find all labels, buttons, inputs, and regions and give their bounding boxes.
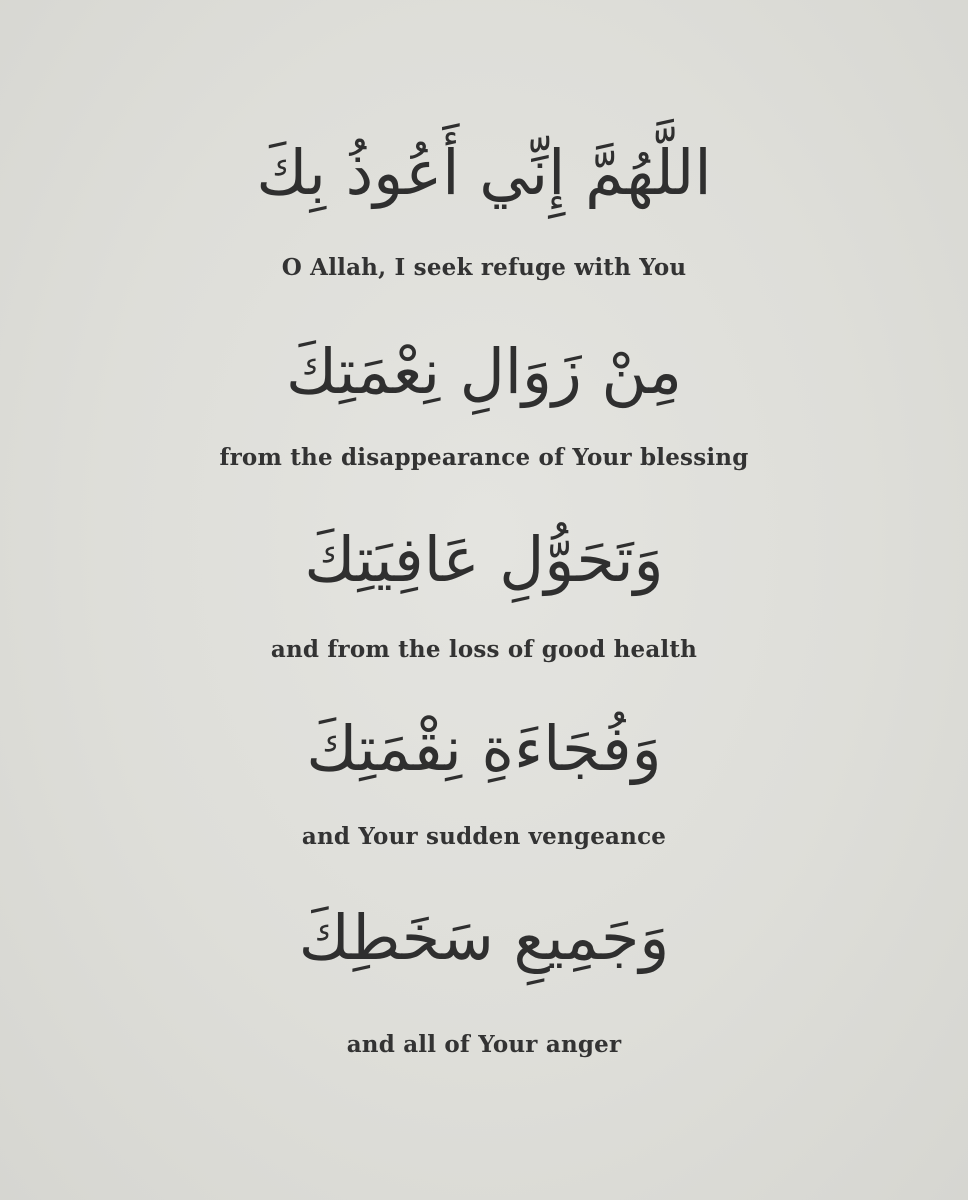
arabic-line-3: وَتَحَوُّلِ عَافِيَتِكَ: [304, 523, 664, 596]
arabic-line-5: وَجَمِيعِ سَخَطِكَ: [298, 901, 670, 974]
arabic-line-2: مِنْ زَوَالِ نِعْمَتِكَ: [286, 335, 682, 408]
arabic-line-4: وَفُجَاءَةِ نِقْمَتِكَ: [306, 712, 662, 785]
translation-line-4: and Your sudden vengeance: [301, 823, 667, 850]
translation-line-5: and all of Your anger: [346, 1031, 622, 1058]
translation-line-2: from the disappearance of Your blessing: [219, 444, 749, 471]
translation-line-1: O Allah, I seek refuge with You: [281, 254, 687, 281]
translation-line-3: and from the loss of good health: [270, 636, 698, 663]
arabic-line-1: اللَّهُمَّ إِنِّي أَعُوذُ بِكَ: [256, 136, 712, 209]
